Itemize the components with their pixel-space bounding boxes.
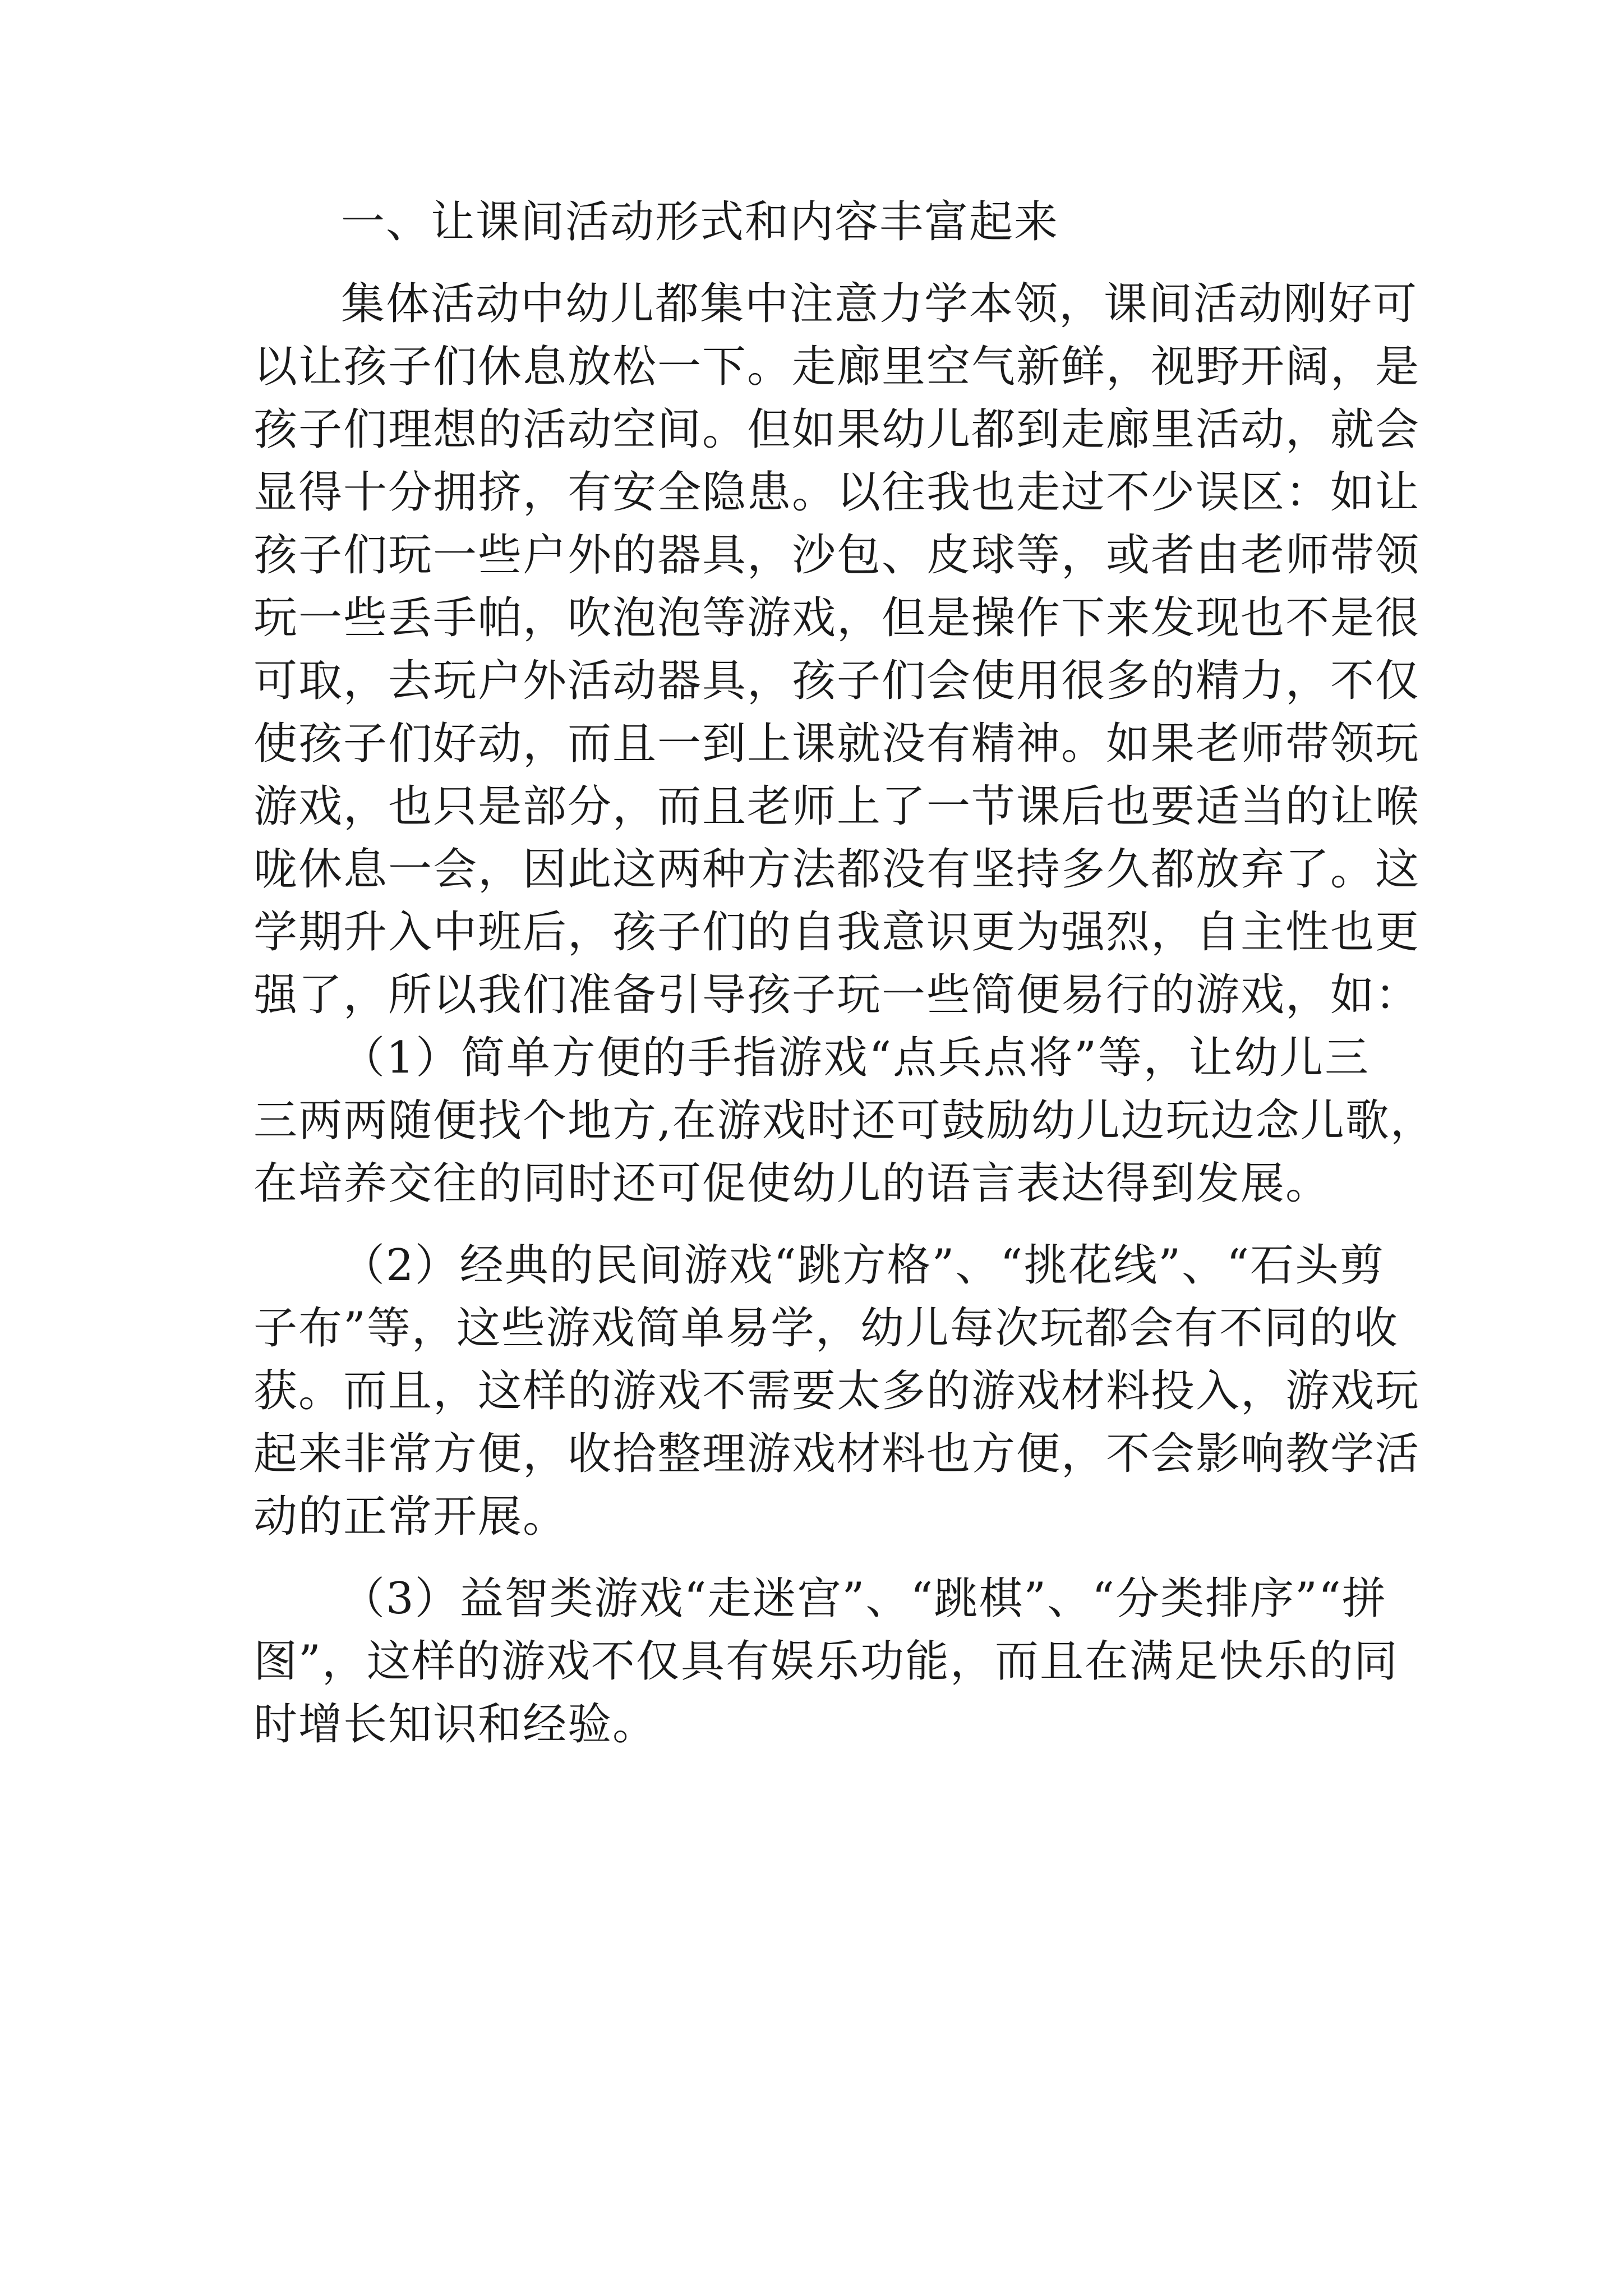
paragraph-line: 动的正常开展。: [253, 1492, 568, 1542]
section-heading: 一、让课间活动形式和内容丰富起来: [341, 197, 1059, 247]
paragraph-line: 集体活动中幼儿都集中注意力学本领，课间活动刚好可: [341, 279, 1418, 329]
paragraph-2: [253, 1027, 1435, 1215]
paragraph-line: 获。而且，这样的游戏不需要太多的游戏材料投入，游戏玩: [253, 1366, 1421, 1416]
paragraph-line: （3）益智类游戏“走迷宫”、“跳棋”、“分类排序”“拼: [341, 1573, 1387, 1624]
paragraph-line: 在培养交往的同时还可促使幼儿的语言表达得到发展。: [253, 1158, 1331, 1209]
document-body: [253, 191, 1435, 1756]
paragraph-line: 可取，去玩户外活动器具，孩子们会使用很多的精力，不仅: [253, 656, 1421, 706]
spacer: [253, 1215, 1370, 1234]
paragraph-line: 学期升入中班后，孩子们的自我意识更为强烈，自主性也更: [253, 907, 1421, 958]
paragraph-line: 起来非常方便，收拾整理游戏材料也方便，不会影响教学活: [253, 1429, 1421, 1479]
paragraph-line: （2）经典的民间游戏“跳方格”、“挑花线”、“石头剪: [341, 1240, 1385, 1291]
paragraph-line: 显得十分拥挤，有安全隐患。以往我也走过不少误区：如让: [253, 467, 1421, 518]
paragraph-line: 时增长知识和经验。: [253, 1699, 658, 1750]
paragraph-4: [253, 1567, 1399, 1756]
paragraph-line: （1）简单方便的手指游戏“点兵点将”等，让幼儿三: [341, 1033, 1370, 1083]
paragraph-line: 以让孩子们休息放松一下。走廊里空气新鲜，视野开阔，是: [253, 342, 1421, 392]
paragraph-line: 孩子们理想的活动空间。但如果幼儿都到走廊里活动，就会: [253, 404, 1421, 455]
paragraph-line: 三两两随便找个地方,在游戏时还可鼓励幼儿边玩边念儿歌，: [253, 1096, 1435, 1146]
paragraph-line: 使孩子们好动，而且一到上课就没有精神。如果老师带领玩: [253, 719, 1421, 769]
paragraph-line: 玩一些丢手帕，吹泡泡等游戏，但是操作下来发现也不是很: [253, 593, 1421, 643]
paragraph-line: 强了，所以我们准备引导孩子玩一些简便易行的游戏，如：: [253, 970, 1421, 1020]
paragraph-line: 子布”等，这些游戏简单易学，幼儿每次玩都会有不同的收: [253, 1303, 1399, 1354]
paragraph-line: 孩子们玩一些户外的器具，沙包、皮球等，或者由老师带领: [253, 530, 1421, 581]
paragraph-line: 图”，这样的游戏不仅具有娱乐功能，而且在满足快乐的同: [253, 1636, 1399, 1687]
paragraph-3: [253, 1234, 1421, 1548]
paragraph-1: [253, 273, 1421, 1027]
paragraph-line: 咙休息一会，因此这两种方法都没有坚持多久都放弃了。这: [253, 844, 1421, 895]
spacer: [253, 254, 1370, 273]
paragraph-line: 游戏，也只是部分，而且老师上了一节课后也要适当的让喉: [253, 781, 1421, 832]
spacer: [253, 1548, 1370, 1567]
